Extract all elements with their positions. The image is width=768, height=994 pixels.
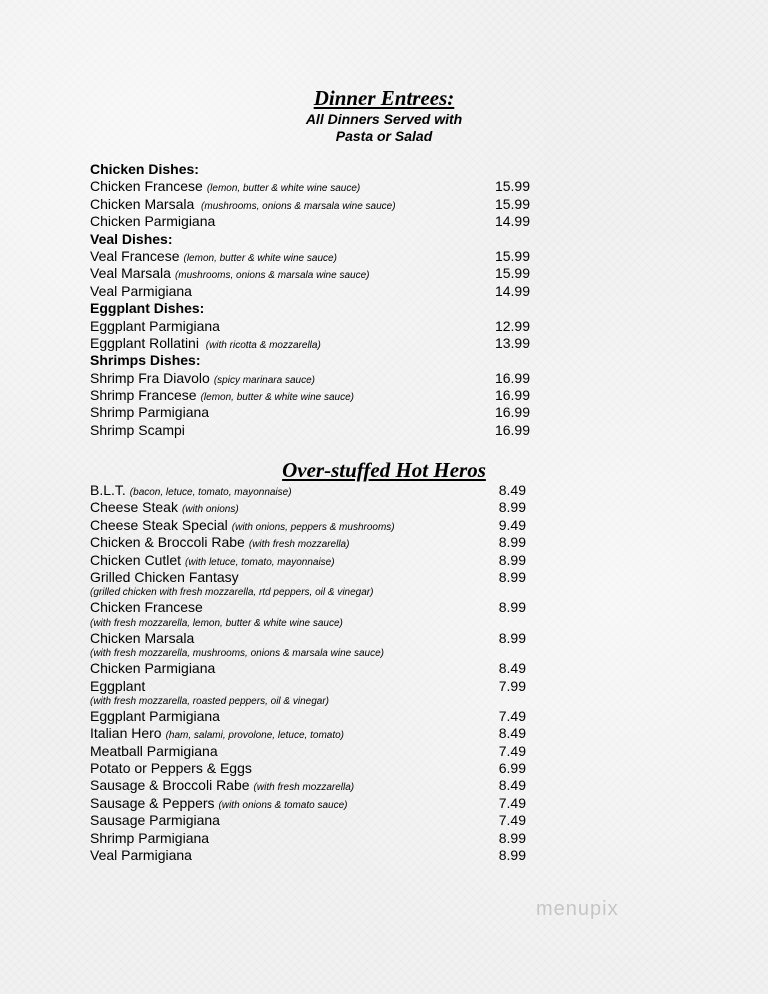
item-price: 7.49: [498, 742, 526, 759]
item-price: 9.49: [498, 516, 526, 533]
item-price: 7.49: [498, 794, 526, 811]
item-description: (mushrooms, onions & marsala wine sauce): [174, 270, 370, 282]
item-name: Cheese Steak: [90, 499, 178, 516]
item-description: (with fresh mozzarella): [253, 782, 355, 794]
item-description: (ham, salami, provolone, letuce, tomato): [165, 730, 345, 742]
item-name: Shrimp Scampi: [90, 421, 185, 438]
menu-item: [90, 482, 526, 499]
item-description-line: (with fresh mozzarella, mushrooms, onions & marsala wine sauce): [90, 648, 384, 660]
item-price: 16.99: [494, 369, 530, 386]
item-price: 8.99: [498, 599, 526, 616]
item-name: Chicken Marsala: [90, 629, 195, 646]
menu-item: [90, 678, 526, 695]
menu-item: [90, 569, 526, 586]
item-name: Veal Parmigiana: [90, 282, 192, 299]
item-description: (bacon, letuce, tomato, mayonnaise): [129, 487, 292, 498]
item-price: 12.99: [494, 317, 530, 334]
dinner-subtitle-line2: Pasta or Salad: [335, 128, 433, 144]
item-price: 8.49: [498, 482, 526, 498]
item-price: 7.99: [498, 677, 526, 694]
item-name: Grilled Chicken Fantasy: [90, 568, 239, 585]
item-description: (with ricotta & mozzarella): [202, 339, 321, 351]
item-name: Chicken Francese: [90, 599, 203, 616]
item-price: 8.99: [498, 534, 526, 551]
item-name: Eggplant Parmigiana: [90, 707, 220, 724]
item-name: Meatball Parmigiana: [90, 742, 218, 759]
item-price: 15.99: [494, 195, 530, 212]
category-heading: [90, 231, 530, 248]
category-name: Veal Dishes:: [90, 230, 173, 247]
item-price: 8.99: [498, 847, 526, 864]
item-price: 13.99: [494, 334, 530, 351]
item-description-line: (with fresh mozzarella, lemon, butter & white wine sauce): [90, 617, 343, 629]
menu-item: [90, 760, 526, 777]
item-name: Shrimp Fra Diavolo: [90, 369, 210, 386]
item-description: (mushrooms, onions & marsala wine sauce): [198, 200, 396, 212]
item-name: Chicken Cutlet: [90, 551, 182, 568]
item-name: B.L.T.: [90, 482, 126, 498]
item-price: 8.99: [498, 829, 526, 846]
item-price: 8.99: [498, 551, 526, 568]
item-name: Chicken & Broccoli Rabe: [90, 534, 245, 551]
item-name: Veal Marsala: [90, 265, 171, 282]
menu-item: [90, 387, 530, 404]
item-name: Italian Hero: [90, 725, 162, 742]
item-price: 8.99: [498, 499, 526, 516]
menu-item: [90, 552, 526, 569]
item-description: (with onions & tomato sauce): [218, 799, 348, 811]
menu-item: [90, 370, 530, 387]
item-name: Cheese Steak Special: [90, 516, 228, 533]
item-price: 14.99: [494, 213, 530, 230]
category-name: Chicken Dishes:: [90, 161, 199, 177]
menu-item: [90, 196, 530, 213]
item-price: 8.49: [498, 725, 526, 742]
item-price: 14.99: [494, 282, 530, 299]
item-description: (lemon, butter & white wine sauce): [183, 252, 337, 264]
item-name: Chicken Francese: [90, 178, 203, 195]
item-name: Potato or Peppers & Eggs: [90, 760, 252, 777]
item-price: 15.99: [494, 178, 530, 195]
item-price: 15.99: [494, 265, 530, 282]
menu-item: [90, 499, 526, 516]
menu-item: [90, 335, 530, 352]
menu-item: [90, 178, 530, 195]
item-price: 15.99: [494, 247, 530, 264]
item-name: Eggplant: [90, 677, 146, 694]
item-price: 8.49: [498, 777, 526, 794]
item-name: Sausage & Peppers: [90, 794, 215, 811]
item-name: Chicken Parmigiana: [90, 213, 216, 230]
category-name: Shrimps Dishes:: [90, 352, 201, 369]
item-name: Veal Parmigiana: [90, 847, 192, 864]
item-name: Sausage Parmigiana: [90, 812, 220, 829]
item-price: 7.49: [498, 812, 526, 829]
menu-item: [90, 847, 526, 864]
menu-item: [90, 777, 526, 794]
menu-item: [90, 630, 526, 647]
item-description: (with onions, peppers & mushrooms): [231, 521, 395, 533]
item-name: Chicken Marsala: [90, 195, 195, 212]
item-price: 8.99: [498, 629, 526, 646]
item-price: 6.99: [498, 760, 526, 777]
item-name: Shrimp Francese: [90, 387, 197, 404]
item-name: Sausage & Broccoli Rabe: [90, 777, 250, 794]
menu-item: [90, 318, 530, 335]
item-description-line: (with fresh mozzarella, roasted peppers, oil & vinegar): [90, 695, 329, 707]
dinner-entrees-list: [90, 161, 530, 439]
category-heading: [90, 300, 530, 317]
item-price: 16.99: [494, 421, 530, 438]
item-description: (with onions): [181, 504, 239, 516]
item-price: 16.99: [494, 387, 530, 404]
item-name: Eggplant Rollatini: [90, 334, 199, 351]
menu-item: [90, 725, 526, 742]
menu-item: [90, 404, 530, 421]
category-heading: [90, 352, 530, 369]
item-price: 8.49: [498, 660, 526, 677]
item-name: Shrimp Parmigiana: [90, 829, 210, 846]
category-heading: [90, 161, 530, 178]
menu-item: [90, 660, 526, 677]
dinner-entrees-title: Dinner Entrees:: [313, 86, 455, 110]
hot-heros-title: Over-stuffed Hot Heros: [282, 458, 486, 482]
item-name: Eggplant Parmigiana: [90, 317, 220, 334]
item-name: Veal Francese: [90, 247, 180, 264]
menu-item: [90, 599, 526, 616]
dinner-subtitle-line1: All Dinners Served with: [305, 111, 463, 127]
menu-item: [90, 534, 526, 551]
menu-item: [90, 795, 526, 812]
menu-item: [90, 743, 526, 760]
menu-item: [90, 248, 530, 265]
item-price: 16.99: [494, 404, 530, 421]
item-description: (spicy marinara sauce): [213, 374, 315, 386]
item-price: 8.99: [498, 568, 526, 585]
menupix-watermark: menupix: [536, 898, 619, 920]
item-description-line: (grilled chicken with fresh mozzarella, rtd peppers, oil & vinegar): [90, 587, 374, 599]
item-description: (lemon, butter & white wine sauce): [200, 392, 354, 404]
menu-item: [90, 812, 526, 829]
item-price: 7.49: [498, 707, 526, 724]
menu-item: [90, 422, 530, 439]
menu-item: [90, 213, 530, 230]
item-name: Shrimp Parmigiana: [90, 404, 210, 421]
menu-item: [90, 708, 526, 725]
menu-item: [90, 517, 526, 534]
menu-item: [90, 265, 530, 282]
item-description: (with fresh mozzarella): [248, 539, 350, 551]
item-description: (with letuce, tomato, mayonnaise): [185, 556, 335, 568]
menu-item: [90, 283, 530, 300]
category-name: Eggplant Dishes:: [90, 300, 205, 317]
hot-heros-list: [90, 482, 526, 864]
menu-item: [90, 830, 526, 847]
item-name: Chicken Parmigiana: [90, 660, 216, 677]
item-description: (lemon, butter & white wine sauce): [206, 183, 361, 195]
